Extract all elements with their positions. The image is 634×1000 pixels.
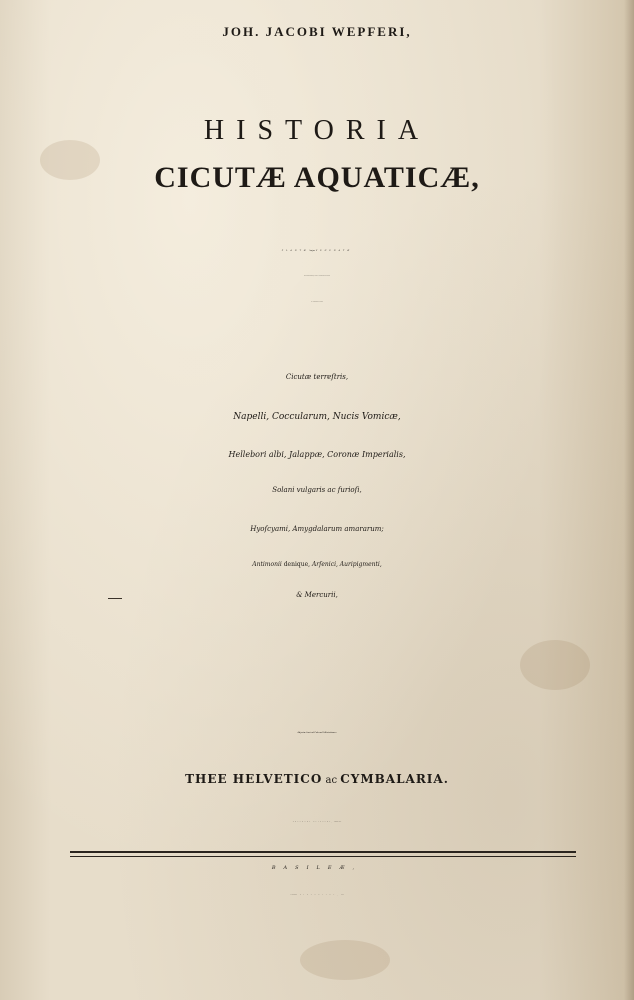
poisons-line-6 xyxy=(0,562,634,568)
cymbalaria: CYMBALARIA. xyxy=(340,772,449,786)
poisons-line-7: & Mercurii, xyxy=(296,591,338,599)
poisons-line-5: Hyoſcyami, Amygdalarum amararum; xyxy=(250,525,384,533)
editor-title: Archiatr. Baſil. xyxy=(333,822,342,823)
main-title-cicutae: CICUTÆ AQUATICÆ, xyxy=(154,161,480,194)
ac-word: ac xyxy=(322,775,341,786)
editor-name: THEODORO ZVINGERO, xyxy=(292,822,334,823)
poisons-antimonii: Antimonii xyxy=(252,561,282,568)
thee-helvetico: THEE HELVETICO xyxy=(185,772,323,786)
imprint-line xyxy=(0,895,634,896)
subtitle-line-2 xyxy=(0,250,634,252)
divider-rule-thick xyxy=(70,851,576,853)
page-edge-shadow xyxy=(624,0,634,1000)
poisons-line-1: Cicutæ terreſtris, xyxy=(285,373,349,381)
imprint-printer: EPISCOPIANA, xyxy=(296,895,341,896)
imprint-ex-officina: Ex Officina xyxy=(290,895,297,896)
main-title-historia: HISTORIA xyxy=(203,115,431,146)
subtitle-plantae: PLANTÆ xyxy=(281,250,309,252)
dissertations-titles xyxy=(0,773,634,786)
poisons-arsenici: Arſenici, Auripigmenti, xyxy=(311,561,382,568)
subtitle-line-4: in Hominibus ac Brutis xyxy=(311,302,323,303)
foxing-stain xyxy=(520,640,590,690)
foxing-stain xyxy=(300,940,390,980)
imprint-year: 1716. xyxy=(340,895,344,896)
editor-line xyxy=(0,822,634,823)
poisons-line-2: Napelli, Coccularum, Nucis Vomicæ, xyxy=(233,412,401,422)
poisons-denique: denique, xyxy=(281,561,312,568)
author-name: JOH. JACOBI WEPFERI, xyxy=(222,24,412,39)
poisons-line-3: Hellebori albi, Jalappæ, Coronæ Imperialis, xyxy=(228,450,406,459)
imprint-place: BASILEÆ, xyxy=(271,865,363,871)
divider-rule-thin xyxy=(70,856,576,857)
subtitle-venenatae: VENENATÆ xyxy=(315,250,353,252)
poisons-line-4: Solani vulgaris ac furioſi, xyxy=(272,486,362,494)
subtitle-hujus: hujus xyxy=(308,250,316,252)
adjectae-line: Adjectæ ſunt ad Calcem Diſſertationes xyxy=(297,732,337,734)
subtitle-line-3: Structura naturalis, Vires & Operationes deleteriæ xyxy=(304,276,330,277)
